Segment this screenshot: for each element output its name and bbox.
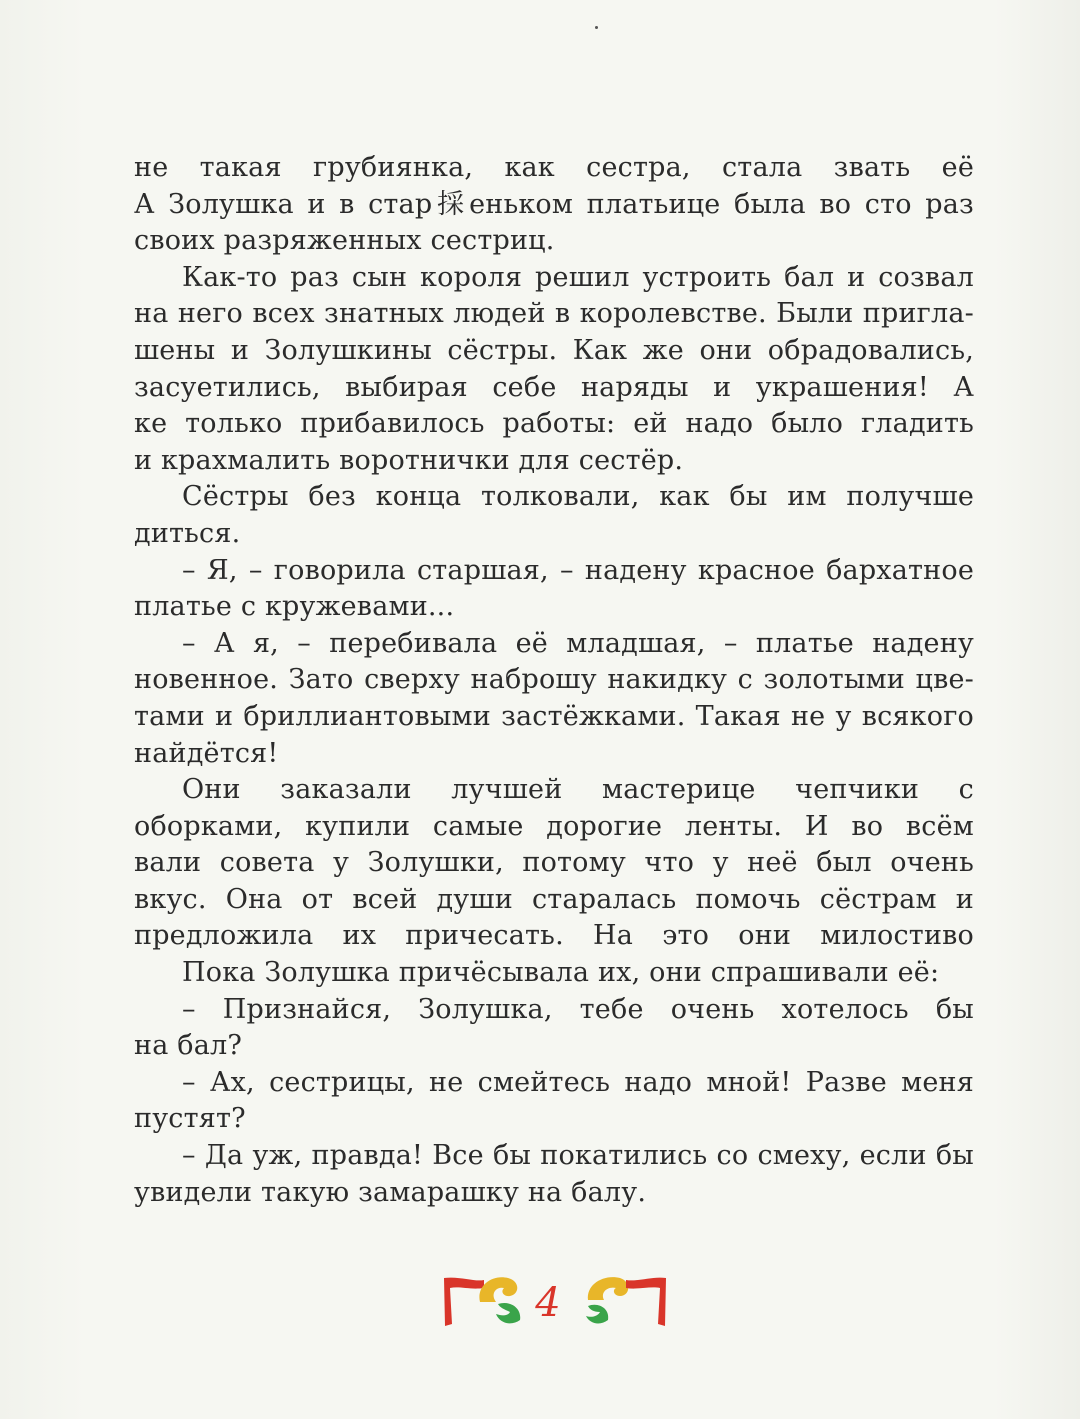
text-line: А Золушка и в стар採еньком платьице была во сто раз — [134, 188, 974, 220]
text-line: увидели такую замарашку на балу. — [134, 1176, 647, 1208]
text-line: Они заказали лучшей мастерице чепчики с — [182, 774, 974, 806]
text-line: не такая грубиянка, как сестра, стала звать её — [134, 152, 974, 183]
right-leaf-icon — [586, 1305, 608, 1324]
text-line: Как-то раз сын короля решил устроить бал и созвал — [182, 261, 974, 293]
text-line: предложила их причесать. На это они милостиво — [134, 920, 974, 952]
text-line: пустят? — [134, 1103, 246, 1135]
right-curl-icon — [588, 1277, 628, 1300]
text-line: ке только прибавилось работы: ей надо было гладить — [134, 408, 974, 440]
text-line: – Я, – говорила старшая, – надену красное бархатное — [182, 554, 974, 586]
text-line: тами и бриллиантовыми застёжками. Такая не у всякого — [134, 700, 974, 732]
text-line: и крахмалить воротнички для сестёр. — [134, 444, 684, 476]
left-ribbon-icon — [444, 1278, 484, 1326]
text-line: – Да уж, правда! Все бы покатились со смеху, если бы — [182, 1140, 974, 1172]
text-line: своих разряженных сестриц. — [134, 225, 555, 257]
text-line: вкус. Она от всей души старалась помочь сёстрам и — [134, 883, 974, 915]
text-line: шены и Золушкины сёстры. Как же они обрадовались, — [134, 334, 974, 366]
text-line: засуетились, выбирая себе наряды и украшения! А — [134, 371, 974, 403]
text-line: платье с кружевами... — [134, 591, 455, 623]
text-line: – Ах, сестрицы, не смейтесь надо мной! Разве меня — [182, 1066, 974, 1098]
text-line: на него всех знатных людей в королевстве. Были пригла- — [134, 298, 974, 330]
text-line: – А я, – перебивала её младшая, – платье надену — [182, 627, 974, 659]
text-line: оборками, купили самые дорогие ленты. И во всём — [134, 810, 974, 842]
story-text — [134, 150, 974, 1211]
left-curl-icon — [479, 1277, 517, 1302]
print-speck — [595, 26, 598, 29]
left-leaf-icon — [496, 1303, 520, 1323]
text-line: Пока Золушка причёсывала их, они спрашивали её: — [182, 957, 940, 989]
text-line: на бал? — [134, 1030, 243, 1062]
text-line: диться. — [134, 517, 241, 549]
text-line: – Признайся, Золушка, тебе очень хотелось бы — [182, 993, 974, 1025]
text-line: новенное. Зато сверху наброшу накидку с золотыми цве- — [134, 664, 974, 696]
right-ribbon-icon — [626, 1278, 666, 1326]
text-line: вали совета у Золушки, потому что у неё был очень — [134, 847, 974, 879]
page-number: 4 — [535, 1280, 561, 1326]
text-line: найдётся! — [134, 737, 279, 769]
text-line: Сёстры без конца толковали, как бы им получше — [182, 481, 974, 513]
